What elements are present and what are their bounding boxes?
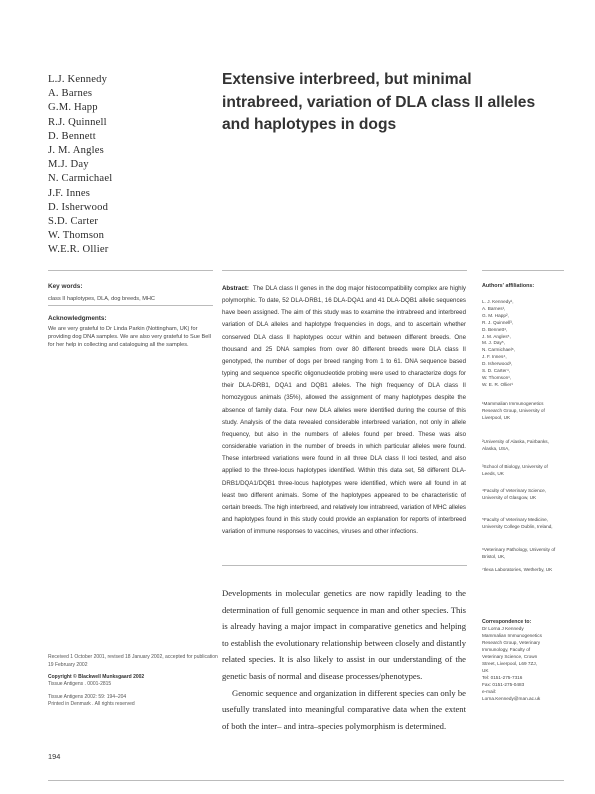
correspondence-address <box>482 626 566 702</box>
body-text <box>222 585 466 734</box>
correspondence-label: Correspondence to: <box>482 619 532 625</box>
author-name: J.F. Innes <box>48 187 91 199</box>
divider-right <box>482 270 564 271</box>
affiliation-author: R. J. Quinnell³, <box>482 319 513 325</box>
affiliation-2: ²University of Alaska, Fairbanks, Alaska, USA, <box>482 439 549 451</box>
author-name: N. Carmichael <box>48 173 113 185</box>
abstract-text: The DLA class II genes in the dog major histocompatibility complex are highly polymorphic. To date, 52 DLA-DRB1, 16 DLA-DQA1 and 41 DLA-DQB1 allelic sequences have been assigned. The aim of this study was to examine the intrabreed and interbreed variation of DLA alleles and haplotype frequencies in dogs, and to ascertain whether conserved DLA class II haplotypes occur within and between different breeds. One thousand and 25 DNA samples from over 80 different breeds were DLA class II genotyped, the number of dogs per breed ranging from 1 to 61. DNA sequence based typing and sequence specific oligonucleotide probing were used to characterize dogs for their DLA-DRB1, DQA1 and DQB1 alleles. The high frequency of DLA class II homozygous animals (35%), allowed the assignment of many haplotypes despite the absence of family data. Four new DLA alleles were identified during the course of this study. Analysis of the data revealed considerable interbreed variation, not only in allele frequency, but also in the numbers of alleles found per breed. These was also considerable variation in the number of breeds in which particular alleles were found. These interbreed variations were found in all three DLA class II loci tested, and also applied to the three-locus haplotypes identified. Within this data set, 58 different DLA-DRB1/DQA1/DQB1 three-locus haplotypes were identified, which were all found in at least two different animals. Some of the haplotypes appeared to be characteristic of certain breeds. The high interbreed, and relatively low intrabreed, variation of MHC alleles and haplotypes found in this study could provide an explanation for reports of interbreed variation of immune responses to vaccines, viruses and other infections. <box>222 285 466 536</box>
copyright: Copyright © Blackwell Munksgaard 2002 <box>48 674 145 680</box>
journal-pages: Tissue Antigens 2002: 59: 194–204 <box>48 694 127 700</box>
affiliation-author: D. Isherwood¹, <box>482 361 513 367</box>
affiliation-author: G. M. Happ², <box>482 312 509 318</box>
correspondence-line: Tel: 0151-275-7316 <box>482 674 523 680</box>
acknowledgments-label: Acknowledgments: <box>48 315 107 322</box>
affiliation-5: ⁵Faculty of Veterinary Medicine, University College Dublin, Ireland, <box>482 517 553 529</box>
author-name: G.M. Happ <box>48 102 98 114</box>
abstract-label: Abstract: <box>222 285 249 292</box>
divider-center <box>222 270 467 271</box>
correspondence-line: UK <box>482 667 489 673</box>
affiliation-author: J. F. Innes⁴, <box>482 354 507 360</box>
affiliation-4: ⁴Faculty of Veterinary Science, University of Glasgow, UK <box>482 488 547 500</box>
printed-in: Printed in Denmark . All rights reserved <box>48 701 135 707</box>
correspondence-line: Immunology, Faculty of <box>482 646 531 652</box>
affiliation-author: M. J. Day⁵, <box>482 340 506 346</box>
acknowledgments-text: We are very grateful to Dr Linda Parkin (Nottingham, UK) for providing dog DNA samples. We are also very grateful to Sue Bell for her help in collecting and cataloguing all the samples. <box>48 326 211 349</box>
divider-keywords <box>48 305 213 306</box>
correspondence-line: Dr Lorna J Kennedy <box>482 626 524 631</box>
correspondence-line: Research Group, Veterinary <box>482 639 541 645</box>
divider-footer <box>48 780 564 781</box>
body-paragraph-1: Developments in molecular genetics are now rapidly leading to the determination of full genomic sequence in man and other species. This is already having a major impact in comparative genetics and helping to establish the evolutionary relationship between closely and distantly related species. It is also likely to assist in our understanding of the genetic basis of normal and disease processes/phenotypes. <box>222 588 466 681</box>
affiliation-author: W. E. R. Ollier¹ <box>482 381 513 387</box>
correspondence-line: Mammalian Immunogenetics <box>482 632 542 638</box>
keywords-text: class II haplotypes, DLA, dog breeds, MHC <box>48 296 155 302</box>
journal-issn: Tissue Antigens . 0001-2815 <box>48 681 112 687</box>
author-name: J. M. Angles <box>48 145 104 157</box>
article-title: Extensive interbreed, but minimal intrabreed, variation of DLA class II alleles and haplotypes in dogs <box>222 71 536 134</box>
author-list <box>48 73 198 258</box>
affiliations-label: Authors' affiliations: <box>482 283 535 289</box>
affiliation-author: L. J. Kennedy¹, <box>482 299 514 304</box>
author-name: L.J. Kennedy <box>48 74 108 85</box>
author-name: D. Bennett <box>48 130 96 142</box>
author-name: D. Isherwood <box>48 201 109 213</box>
correspondence-line: e-mail: <box>482 688 497 694</box>
affiliation-7: ⁷Ilexa Laboratories, Wetherby, UK <box>482 567 553 572</box>
affiliation-author: J. M. Angles⁵, <box>482 333 511 339</box>
correspondence-line: Lorna.Kennedy@man.ac.uk <box>482 695 541 701</box>
correspondence-line: Fax: 0151-275-0483 <box>482 681 525 687</box>
author-name: W. Thomson <box>48 230 105 242</box>
affiliation-author: N. Carmichael⁶, <box>482 347 515 353</box>
body-paragraph-2: Genomic sequence and organization in different species can only be usefully translated into meaningful comparative data when the extent of both the inter– and intra–species polymorphism is determined. <box>222 687 466 731</box>
author-name: A. Barnes <box>48 88 93 100</box>
correspondence-line: Street, Liverpool, L69 7ZJ, <box>482 660 537 666</box>
divider-left <box>48 270 213 271</box>
affiliation-author: W. Thomson¹, <box>482 374 512 380</box>
received-dates: Received 1 October 2001, revised 18 January 2002, accepted for publication 19 February 2002 <box>48 654 218 668</box>
author-name: S.D. Carter <box>48 216 99 228</box>
affiliation-1: ¹Mammalian Immunogenetics Research Group, University of Liverpool, UK <box>482 401 545 420</box>
abstract <box>222 283 466 538</box>
correspondence-line: Veterinary Science, Crown <box>482 653 538 659</box>
affiliation-author: A. Barnes¹, <box>482 305 506 311</box>
affiliation-author: S. D. Carter⁴, <box>482 368 511 374</box>
affiliation-author: D. Bennett⁴, <box>482 326 508 332</box>
affiliation-3: ³School of Biology, University of Leeds, UK <box>482 464 548 476</box>
author-name: R.J. Quinnell <box>48 116 107 128</box>
affiliation-author-list <box>482 299 562 389</box>
author-name: M.J. Day <box>48 159 89 171</box>
keywords-label: Key words: <box>48 283 83 290</box>
page-number: 194 <box>48 752 61 761</box>
author-name: W.E.R. Ollier <box>48 244 109 256</box>
divider-abstract <box>222 565 467 566</box>
affiliation-6: ⁶Veterinary Pathology, University of Bristol, UK, <box>482 547 556 559</box>
